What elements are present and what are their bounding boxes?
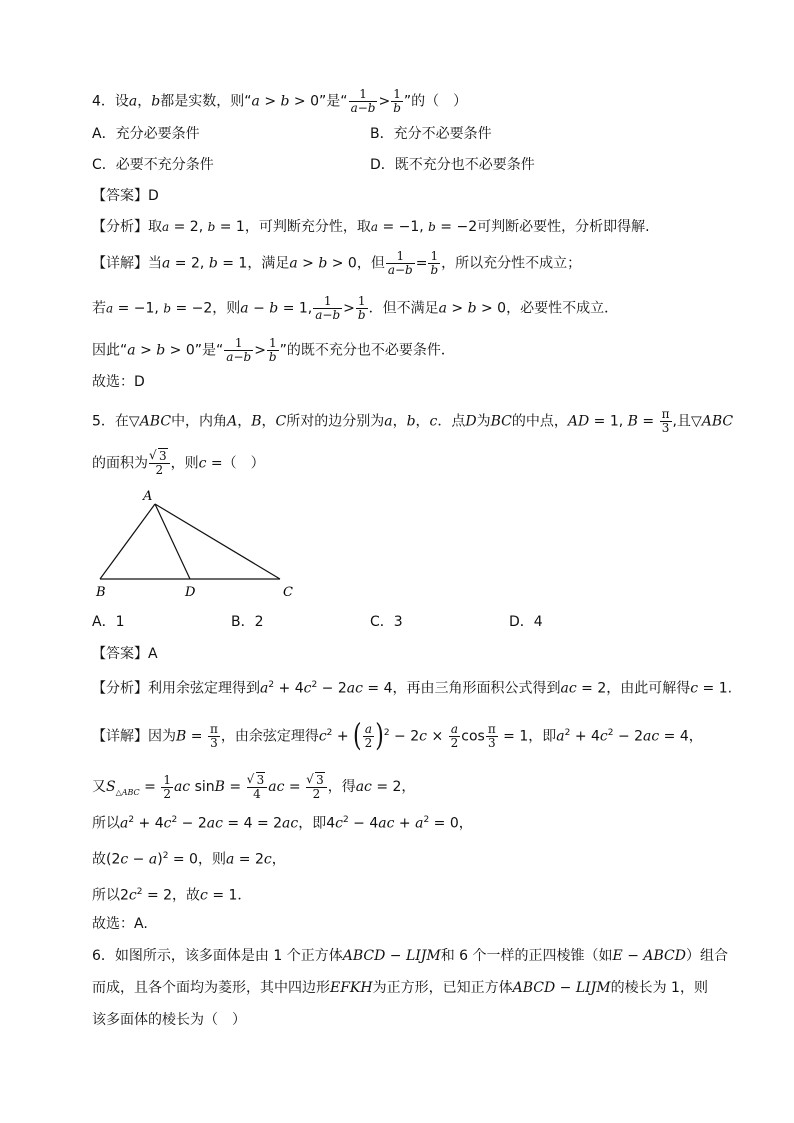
side-ab <box>100 504 155 579</box>
q5-option-b[interactable]: B．2 <box>231 614 264 630</box>
q6-stem-line2: 而成，且各个面均为菱形，其中四边形EFKH为正方形，已知正方体ABCD − LIJM的棱长为 1，则 <box>92 980 708 996</box>
q5-answer: 【答案】A <box>92 646 158 662</box>
q5-detail-line3: 所以$a^2 + 4c^2 - 2ac = 4 = 2ac$，即$4c^2 - 4ac + a^2 = 0$， <box>92 815 473 832</box>
q5-detail: 【详解】因为B = $\frac{\pi}{3}$ ，由余弦定理得$c^2$ + ( $\frac{a}{2}$ )$^2$ − 2c × $\frac{a}{2}$ cos $\frac{\pi}{3}$ = 1，即$a^2 + 4c^2 - 2ac = 4$， <box>92 718 703 754</box>
q5-option-a[interactable]: A．1 <box>92 614 125 630</box>
q6-stem-line1: 6．如图所示，该多面体是由 1 个正方体ABCD − LIJM和 6 个一样的正四棱锥（如E − ABCD）组合 <box>92 948 728 964</box>
q4-stem: 4．设a，b都是实数，则“a > b > 0”是“ $\frac{1}{a-b}$ > $\frac{1}{b}$ ”的（ ） <box>92 87 468 115</box>
q4-detail: 【详解】当a = 2, b = 1，满足a > b > 0，但 $\frac{1}{a-b}$ = $\frac{1}{b}$ ，所以充分性不成立； <box>92 249 582 277</box>
q4-conclusion: 故选：D <box>92 374 145 390</box>
label-c: C <box>283 585 293 600</box>
q4-analysis: 【分析】取a = 2, b = 1，可判断充分性，取a = −1, b = −2可判断必要性，分析即得解. <box>92 219 650 235</box>
median-ad <box>155 504 190 579</box>
q4-detail-line2: 若a = −1, b = −2，则a − b = 1, $\frac{1}{a-b}$ > $\frac{1}{b}$ ．但不满足a > b > 0，必要性不成立． <box>92 294 619 322</box>
q5-option-c[interactable]: C．3 <box>370 614 403 630</box>
label-b: B <box>96 585 106 600</box>
q4-answer: 【答案】D <box>92 188 159 204</box>
q4-option-a[interactable]: A．充分必要条件 <box>92 126 200 142</box>
q5-detail-line5: 所以$2c^2 = 2$，故c = 1． <box>92 887 252 904</box>
q5-option-d[interactable]: D．4 <box>509 614 543 630</box>
q5-detail-line2: 又$S_{\triangle ABC}$ = $\frac{1}{2}$ ac sinB = √ $\frac{3}{4}$ ac = √ $\frac{3}{2}$ ，得ac = 2， <box>92 772 415 808</box>
q5-stem-line1: 5．在▽ABC中，内角A，B，C所对的边分别为a，b，c．点D为BC的中点，AD = 1, B = $\frac{\pi}{3}$ ,且▽ABC <box>92 407 734 435</box>
q4-option-d[interactable]: D．既不充分也不必要条件 <box>370 157 535 173</box>
side-ac <box>155 504 280 579</box>
q4-option-b[interactable]: B．充分不必要条件 <box>370 126 492 142</box>
label-d: D <box>185 585 196 600</box>
q5-conclusion: 故选：A. <box>92 916 148 932</box>
q5-analysis: 【分析】利用余弦定理得到$a^2 + 4c^2 - 2ac = 4$，再由三角形面积公式得到ac = 2，由此可解得c = 1. <box>92 680 733 697</box>
q6-stem-line3: 该多面体的棱长为（ ） <box>92 1012 246 1028</box>
label-a: A <box>143 489 153 504</box>
q5-triangle-figure <box>90 484 310 602</box>
q5-stem-line2: 的面积为 √ $\frac{3}{2}$ ，则c =（ ） <box>92 450 265 477</box>
q5-detail-line4: 故$(2c - a)^2 = 0$，则a = 2c， <box>92 851 286 868</box>
q4-detail-line3: 因此“a > b > 0”是“ $\frac{1}{a-b}$ > $\frac{1}{b}$ ”的既不充分也不必要条件． <box>92 336 455 364</box>
q4-option-c[interactable]: C．必要不充分条件 <box>92 157 214 173</box>
